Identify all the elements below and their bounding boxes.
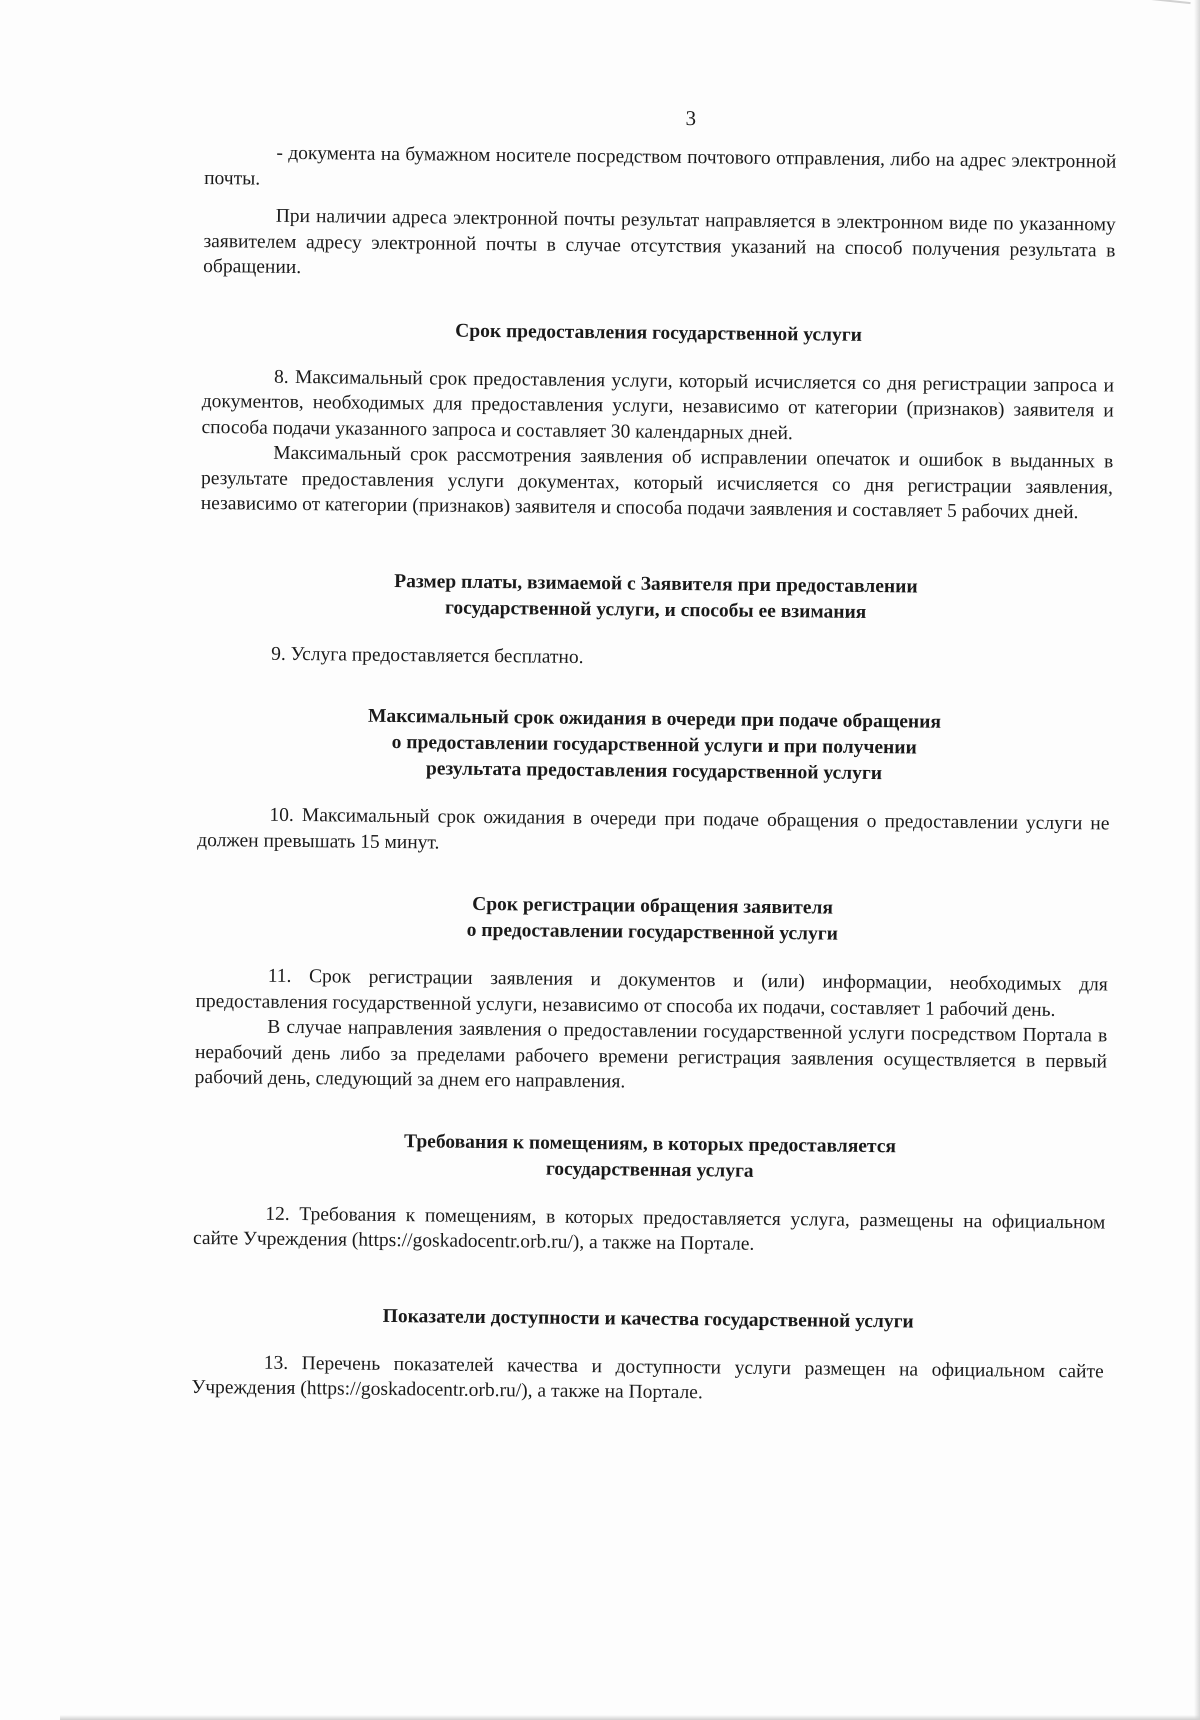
heading-premises-line-1: Требования к помещениям, в которых предоставляется — [404, 1130, 897, 1157]
paragraph-8-errors: Максимальный срок рассмотрения заявления об исправлении опечаток и ошибок в выданных в результате предоставления услуги документах, который исчисляется со дня регистрации заявления, независимо от категории (признаков) заявителя и способа подачи заявления и составляет 5 рабочих дней. — [200, 442, 1114, 524]
heading-fee-line-2: государственной услуги, и способы ее взимания — [444, 597, 867, 623]
paragraph-12-premises: 12. Требования к помещениям, в которых предоставляется услуга, размещены на официальном сайте Учреждения (https://goskadocentr.orb.ru/), а также на Портале. — [192, 1203, 1106, 1255]
paragraph-10-queue: 10. Максимальный срок ожидания в очереди при подаче обращения о предоставлении услуги не должен превышать 15 минут. — [197, 804, 1110, 853]
paragraph-delivery-paper: - документа на бумажном носителе посредством почтового отправления, либо на адрес электронной почты. — [204, 142, 1117, 190]
heading-queue-line-1: Максимальный срок ожидания в очереди при подаче обращения — [367, 705, 942, 733]
heading-fee — [200, 566, 1112, 628]
scan-artifact — [1149, 0, 1190, 16]
heading-registration-term — [196, 889, 1108, 951]
heading-fee-line-1: Размер платы, взимаемой с Заявителя при предоставлении — [394, 570, 918, 597]
heading-service-term: Срок предоставления государственной услуги — [455, 320, 863, 346]
paragraph-email-result: При наличии адреса электронной почты результат направляется в электронном виде по указанному заявителем адресу электронной почты в случае отсутствия указаний на способ получения результата в обращении. — [203, 205, 1116, 279]
heading-quality-indicators: Показатели доступности и качества государственной услуги — [382, 1305, 914, 1332]
heading-premises — [194, 1126, 1106, 1188]
paragraph-13-quality: 13. Перечень показателей качества и доступности услуги размещен на официальном сайте Учреждения (https://goskadocentr.orb.ru/), а также на Портале. — [191, 1352, 1104, 1404]
heading-queue-wait — [198, 702, 1111, 790]
heading-registration-line-1: Срок регистрации обращения заявителя — [472, 893, 834, 919]
scan-edge-shadow — [1194, 0, 1200, 1720]
paragraph-11-registration: 11. Срок регистрации заявления и документов и (или) информации, необходимых для предоставления государственной услуги, независимо от способа их подачи, составляет 1 рабочий день. — [195, 965, 1108, 1021]
heading-registration-line-2: о предоставлении государственной услуги — [466, 919, 838, 945]
heading-queue-line-3: результата предоставления государственной услуги — [425, 758, 883, 785]
paragraph-11-portal: В случае направления заявления о предоставлении государственной услуги посредством Портала в нерабочий день либо за пределами рабочего времени регистрация заявления осуществляется в первый рабочий день, следующий за днем его направления. — [194, 1016, 1108, 1093]
document-body — [191, 98, 1117, 1410]
paragraph-8-max-term: 8. Максимальный срок предоставления услуги, который исчисляется со дня регистрации запроса и документов, необходимых для предоставления услуги, независимо от категории (признаков) заявителя и способа подачи указанного запроса и составляет 30 календарных дней. — [201, 366, 1115, 444]
heading-queue-line-2: о предоставлении государственной услуги и при получении — [391, 731, 917, 759]
heading-premises-line-2: государственная услуга — [545, 1158, 754, 1182]
page-number: 3 — [685, 106, 697, 131]
scan-edge-shadow-bottom — [60, 1715, 1200, 1720]
paragraph-9-free: 9. Услуга предоставляется бесплатно. — [271, 643, 584, 668]
